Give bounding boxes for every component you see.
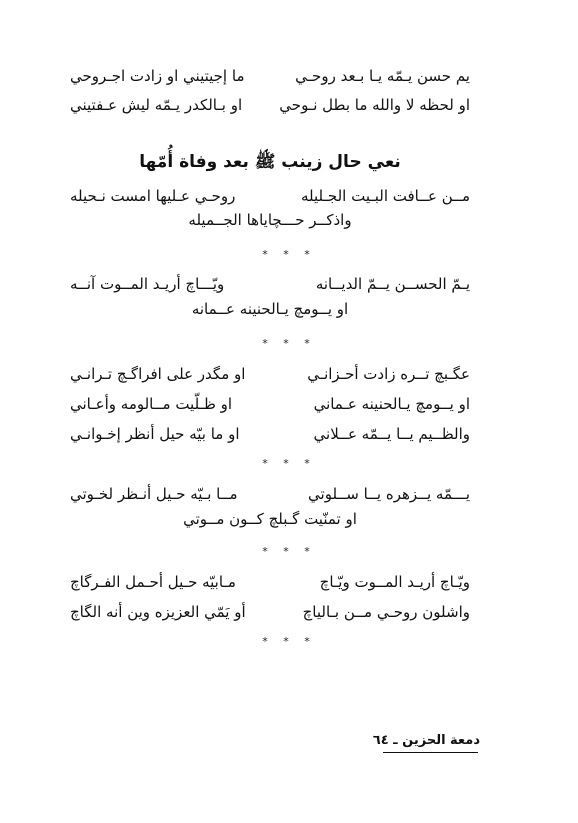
stanza-separator: * * *: [262, 337, 316, 350]
verse-row: [70, 599, 470, 625]
verse-right-hemistich: واشلون روحـي مــن بـالياچ: [302, 603, 470, 621]
page-footer: دمعة الحزين ـ ٦٤: [372, 733, 480, 748]
verse-right-hemistich: يـــمّه يــزهره يــا ســلوتي: [308, 485, 470, 503]
verse-right-hemistich: يـمّ الحســن يــمّ الديــانه: [315, 275, 470, 293]
stanza-separator: * * *: [262, 248, 316, 261]
verse-center-line: او تمنّيت گـبلچ كــون مــوتي: [183, 510, 357, 528]
verse-row: [70, 271, 470, 297]
stanza-separator: * * *: [262, 457, 316, 470]
verse-row: [70, 569, 470, 595]
verse-row: [70, 183, 470, 209]
verse-row: [70, 421, 470, 447]
verse-right-hemistich: مــن عــافت البـيت الجـليله: [301, 187, 470, 205]
verse-right-hemistich: عگـبچ تــره زادت أحـزانـي: [307, 365, 470, 383]
verse-center-line: واذكــر حـــچاياها الجــميله: [188, 211, 352, 229]
verse-left-hemistich: او بـالكدر يـمّه ليش عـفتيني: [70, 96, 243, 114]
verse-row: [70, 63, 470, 89]
stanza-separator: * * *: [262, 545, 316, 558]
verse-left-hemistich: او ظـلّيت مــالومه وأعـاني: [70, 395, 233, 413]
stanza-separator: * * *: [262, 635, 316, 648]
verse-right-hemistich: ويّـاچ أريـد المــوت ويّـاچ: [319, 573, 470, 591]
verse-right-hemistich: او لحظه لا والله ما بطل نـوحي: [279, 96, 470, 114]
verse-right-hemistich: يم حسن يـمّه يـا بـعد روحـي: [295, 67, 470, 85]
footer-underline: [383, 752, 478, 753]
verse-center-line: او يــومچ يـالحنينه عــمانه: [191, 300, 349, 318]
verse-left-hemistich: ويّـــاچ أريـد المــوت آنــه: [70, 275, 225, 293]
verse-left-hemistich: مــا بـيّه حـيل أنـظر لخـوتي: [70, 485, 238, 503]
verse-left-hemistich: ما إجيتيني او زادت اجـروحي: [70, 67, 245, 85]
verse-row: [70, 391, 470, 417]
verse-row: [70, 361, 470, 387]
verse-left-hemistich: روحـي عـليها امست نـحيله: [70, 187, 236, 205]
verse-row: [70, 481, 470, 507]
verse-left-hemistich: مـابيّه حـيل أحـمل الفـرگاچ: [70, 573, 236, 591]
verse-left-hemistich: أو يَمّي العزيزه وين أنه الگاچ: [70, 603, 246, 621]
verse-left-hemistich: او ما بيّه حيل أنظر إخـوانـي: [70, 425, 240, 443]
verse-right-hemistich: او يــومچ يـالحنينه عـماني: [313, 395, 470, 413]
verse-right-hemistich: والظــيم يــا يــمّه عــلاني: [313, 425, 470, 443]
verse-row: [70, 92, 470, 118]
verse-left-hemistich: او مگدر على افراگـچ تـرانـي: [70, 365, 246, 383]
poem-title: نعي حال زينب ﷺ بعد وفاة أُمّها: [139, 152, 401, 172]
